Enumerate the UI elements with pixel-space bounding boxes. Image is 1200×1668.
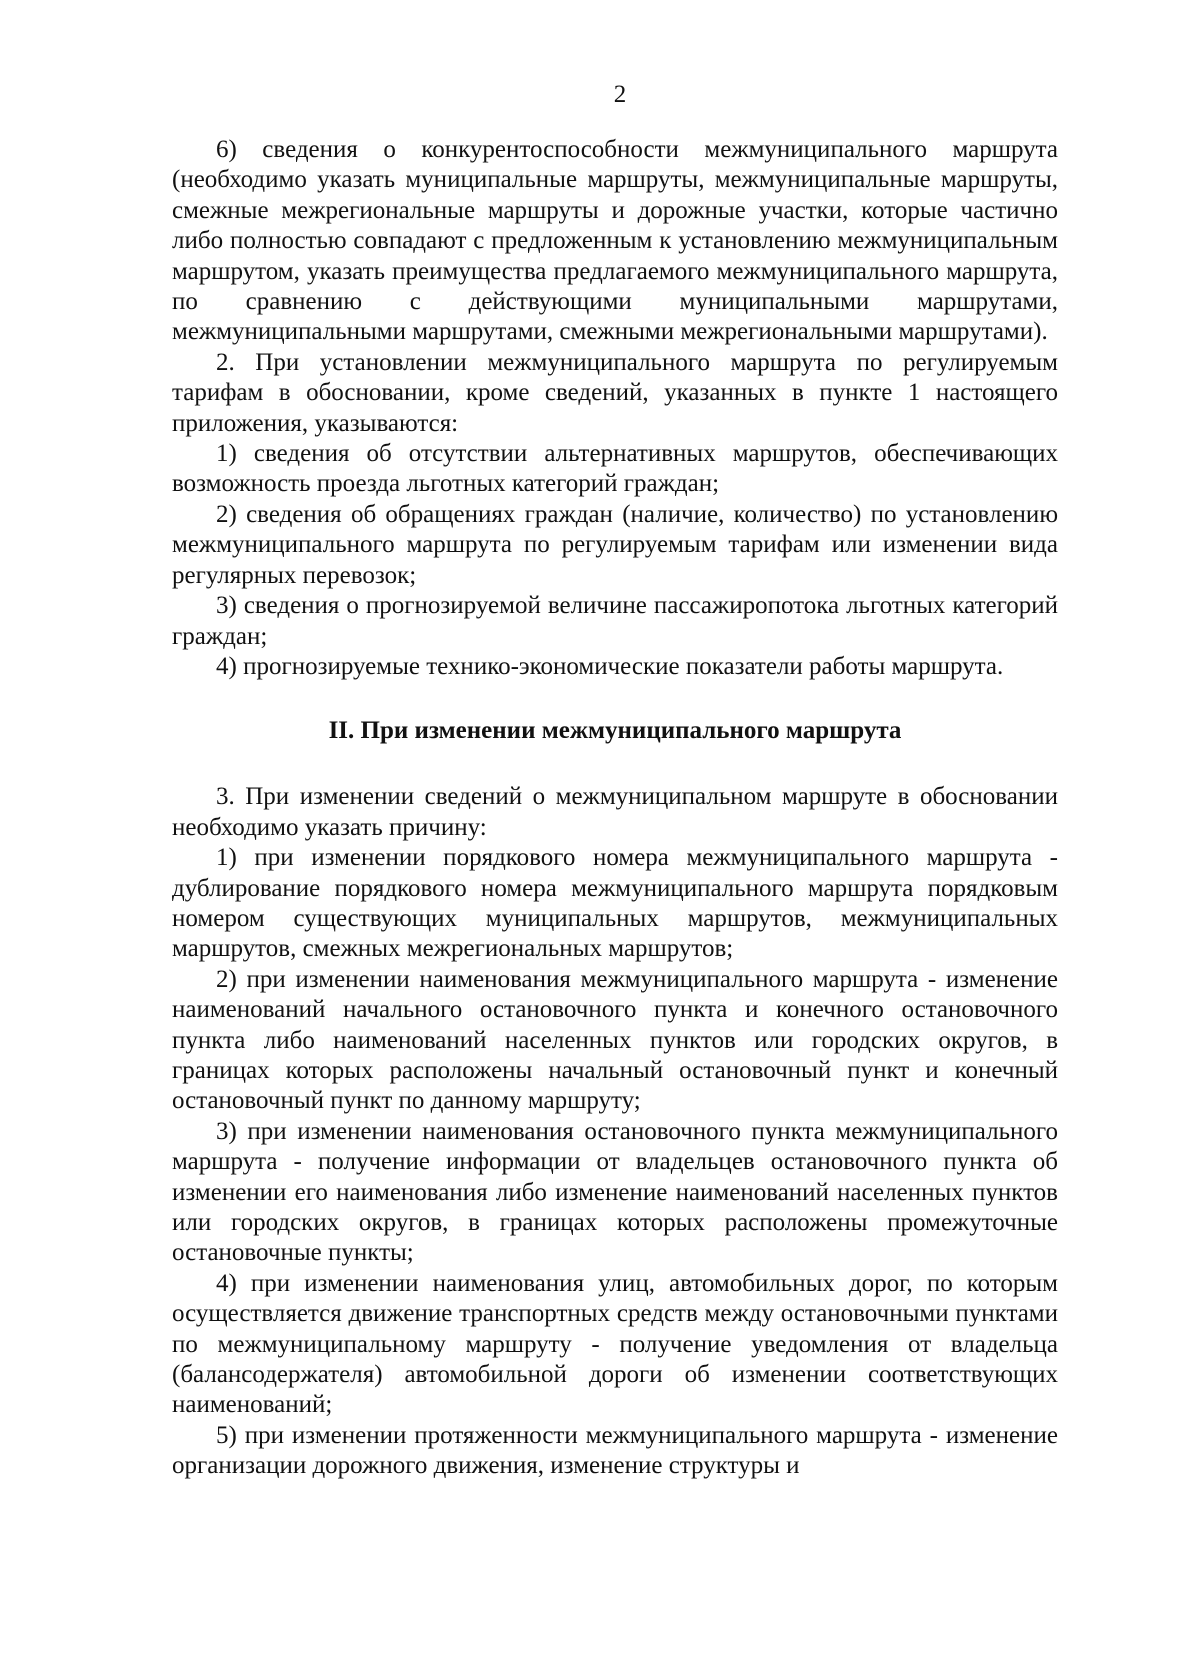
paragraph-item-6: 6) сведения о конкурентоспособности межмуниципального маршрута (необходимо указать муниципальные маршруты, межмуниципальные маршруты, смежные межрегиональные маршруты и дорожные участки, которые частично либо полностью совпадают с предложенным к установлению межмуниципальным маршрутом, указать преимущества предлагаемого межмуниципального маршрута, по сравнению с действующими муниципальными маршрутами, межмуниципальными маршрутами, смежными межрегиональными маршрутами). [172,136,1058,346]
paragraph-point-2-item-4: 4) прогнозируемые технико-экономические показатели работы маршрута. [216,652,1004,680]
page-number: 2 [613,81,627,108]
paragraph-point-2-item-3: 3) сведения о прогнозируемой величине пассажиропотока льготных категорий граждан; [172,592,1058,650]
paragraph-point-2: 2. При установлении межмуниципального маршрута по регулируемым тарифам в обосновании, кроме сведений, указанных в пункте 1 настоящего приложения, указываются: [172,348,1058,437]
paragraph-point-3-item-2: 2) при изменении наименования межмуниципального маршрута - изменение наименований начального остановочного пункта и конечного остановочного пункта либо наименований населенных пунктов или городских округов, в границах которых расположены начальный остановочный пункт и конечный остановочный пункт по данному маршруту; [172,965,1058,1115]
paragraph-point-2-item-1: 1) сведения об отсутствии альтернативных маршрутов, обеспечивающих возможность проезда льготных категорий граждан; [172,440,1058,498]
paragraph-point-3: 3. При изменении сведений о межмуниципальном маршруте в обосновании необходимо указать причину: [172,783,1058,841]
paragraph-point-3-item-5: 5) при изменении протяженности межмуниципального маршрута - изменение организации дорожного движения, изменение структуры и [172,1421,1058,1480]
document-body [172,135,1058,1482]
paragraph-point-3-item-1: 1) при изменении порядкового номера межмуниципального маршрута - дублирование порядкового номера межмуниципального маршрута порядковым номером существующих муниципальных маршрутов, межмуниципальных маршрутов, смежных межрегиональных маршрутов; [172,844,1058,963]
paragraph-point-2-item-2: 2) сведения об обращениях граждан (наличие, количество) по установлению межмуниципального маршрута по регулируемым тарифам или изменении вида регулярных перевозок; [172,500,1058,589]
section-heading: II. При изменении межмуниципального маршрута [328,717,902,745]
paragraph-point-3-item-3: 3) при изменении наименования остановочного пункта межмуниципального маршрута - получение информации от владельцев остановочного пункта об изменении его наименования либо изменение наименований населенных пунктов или городских округов, в границах которых расположены промежуточные остановочные пункты; [172,1117,1058,1267]
paragraph-point-3-item-4: 4) при изменении наименования улиц, автомобильных дорог, по которым осуществляется движение транспортных средств между остановочными пунктами по межмуниципальному маршруту - получение уведомления от владельца (балансодержателя) автомобильной дороги об изменении соответствующих наименований; [172,1269,1058,1419]
